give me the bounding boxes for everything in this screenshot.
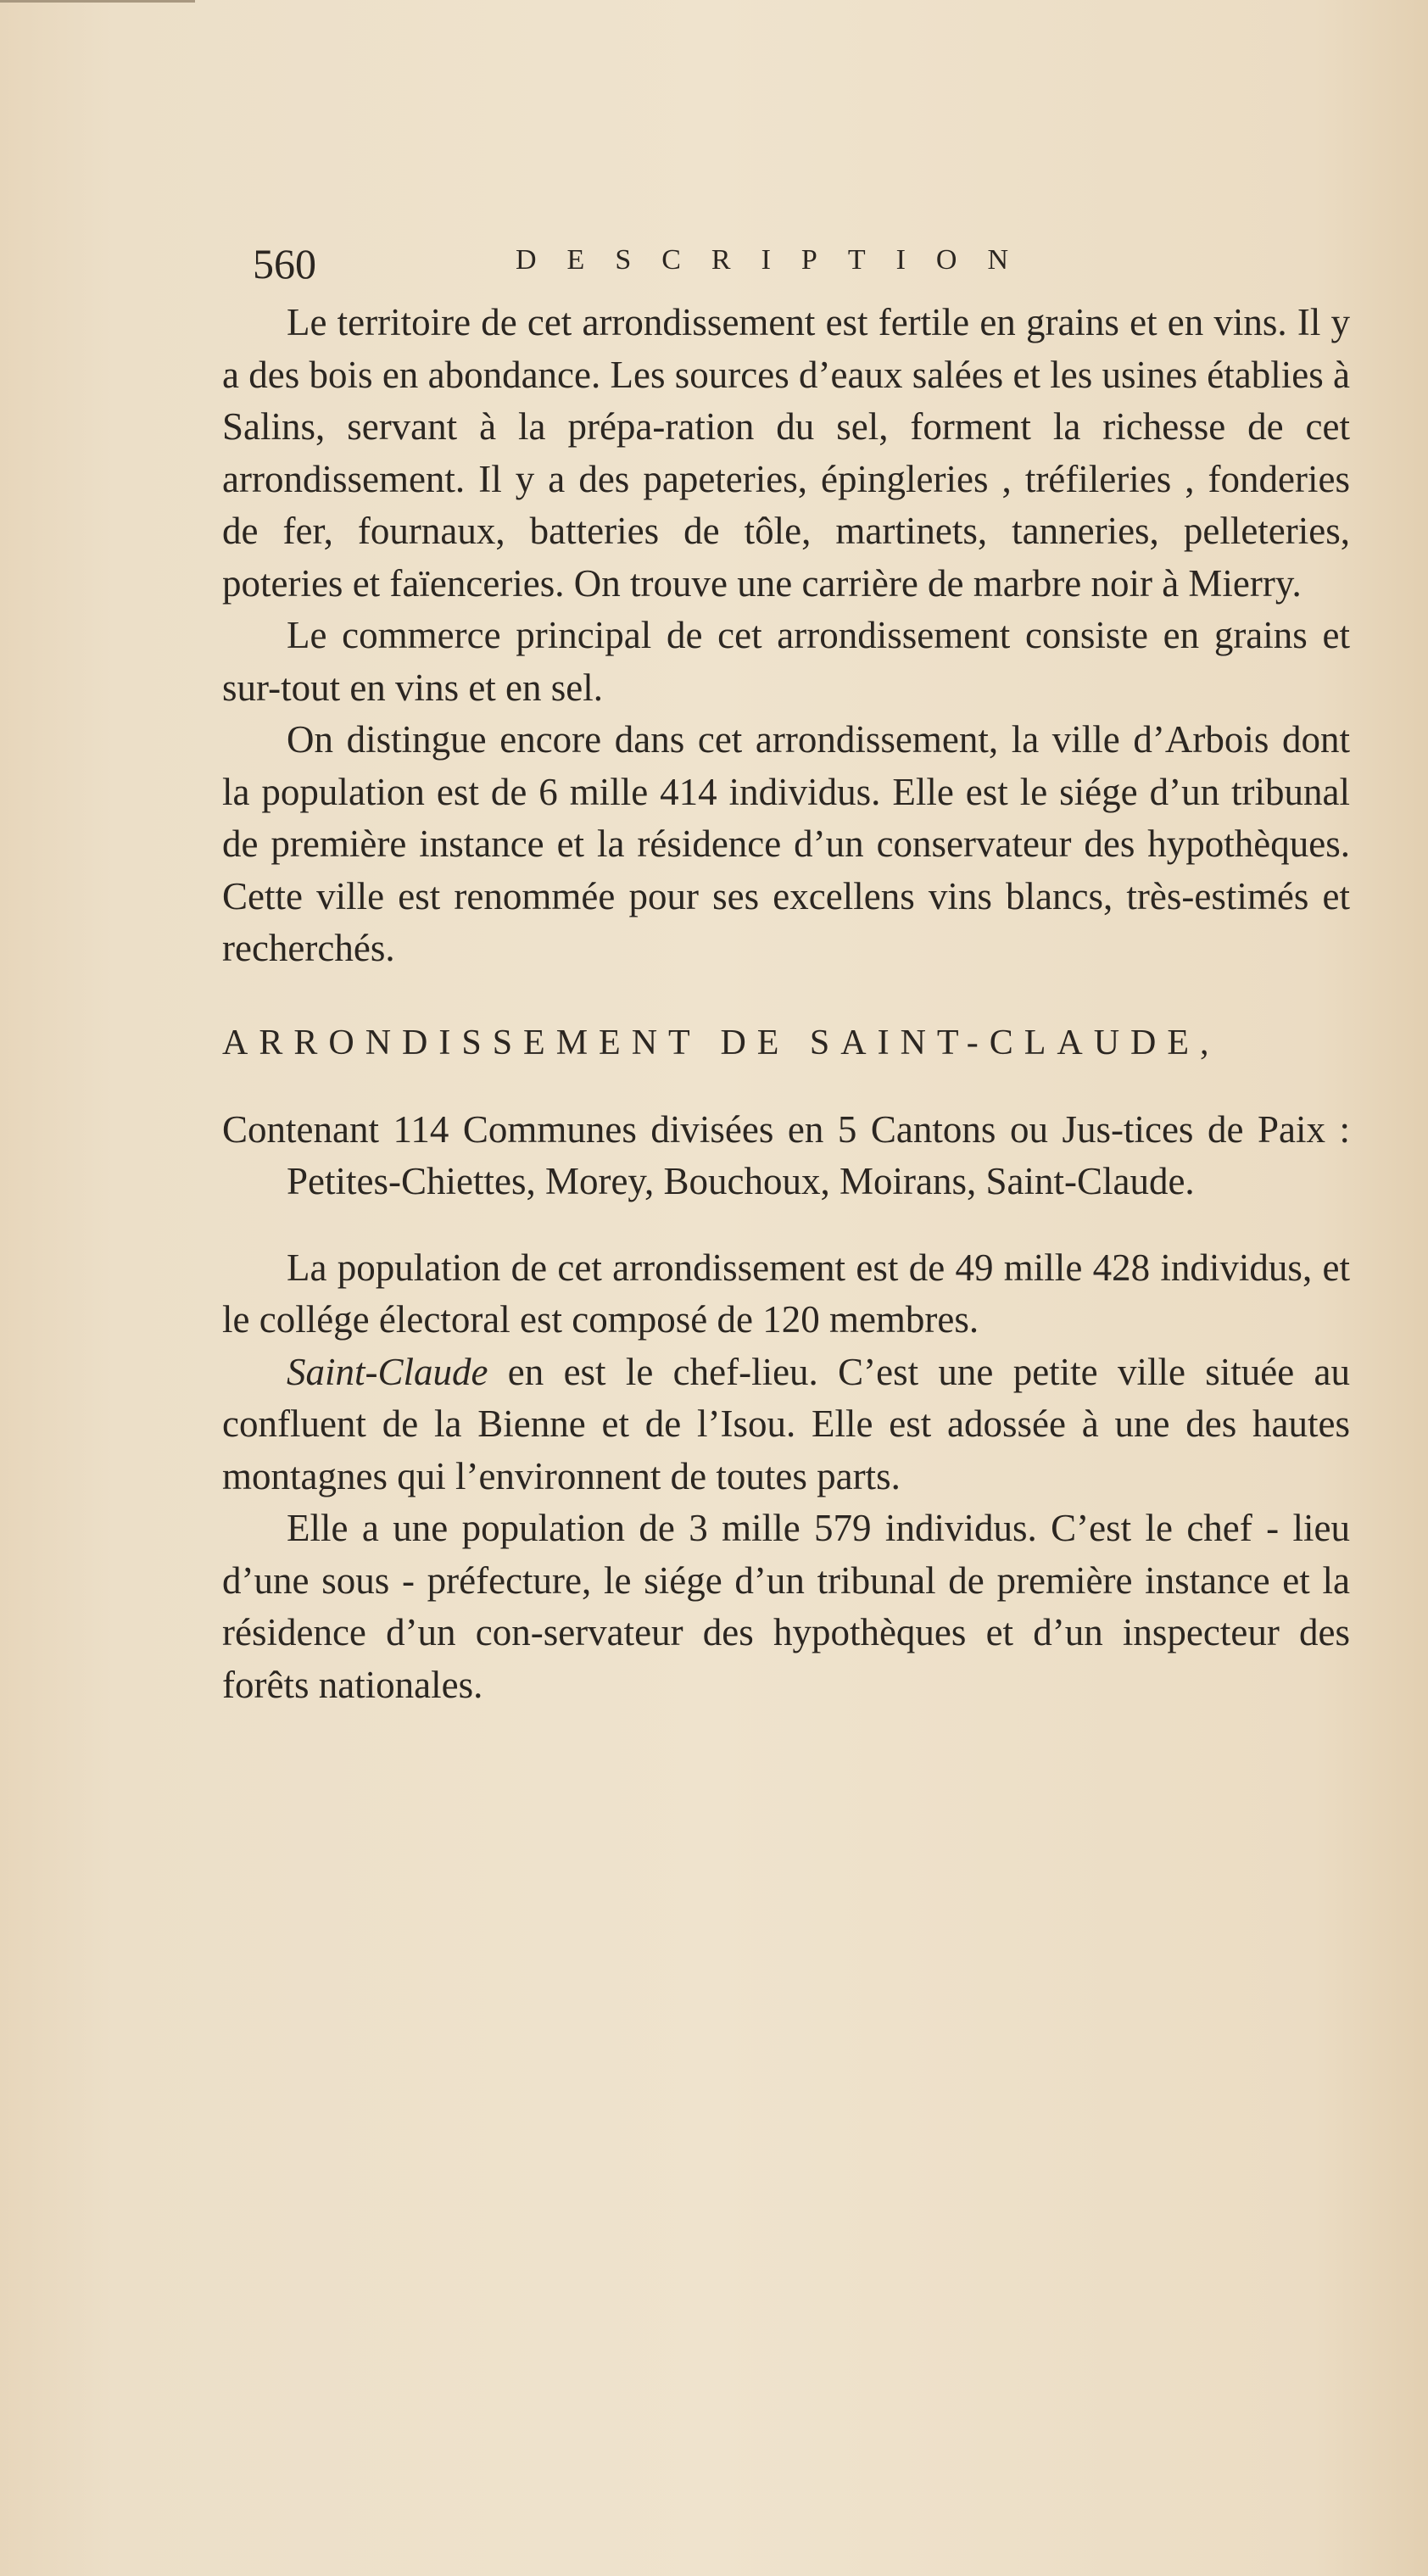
paragraph-territory: Le territoire de cet arrondissement est fertile en grains et en vins. Il y a des bois en abondance. Les sources d’eaux salées et les usines établies à Salins, servant à la prépa-ration du sel, forment la richesse de cet arrondissement. Il y a des papeteries, épingleries , tréfileries , fonderies de fer, fournaux, batteries de tôle, martinets, tanneries, pelleteries, poteries et faïenceries. On trouve une carrière de marbre noir à Mierry.	[222, 301, 1350, 605]
running-title: DESCRIPTION	[516, 244, 1040, 276]
paragraph-commerce: Le commerce principal de cet arrondissement consiste en grains et sur-tout en vins et en sel.	[222, 614, 1350, 709]
running-head	[253, 239, 1355, 298]
section-heading: ARRONDISSEMENT DE SAINT-CLAUDE,	[222, 1023, 1220, 1062]
top-edge-rule	[0, 0, 195, 3]
paragraph-town-population: Elle a une population de 3 mille 579 individus. C’est le chef - lieu d’une sous - préfecture, le siége d’un tribunal de première instance et la résidence d’un con-servateur des hypothèques et d’un inspecteur des forêts nationales.	[222, 1507, 1350, 1706]
paragraph-chef-lieu	[222, 1347, 1350, 1503]
town-name: Saint-Claude	[287, 1350, 488, 1393]
paragraph-arbois: On distingue encore dans cet arrondissement, la ville d’Arbois dont la population est de 6 mille 414 individus. Elle est le siége d’un tribunal de première instance et la résidence d’un conservateur des hypothèques. Cette ville est renommée pour ses excellens vins blancs, très-estimés et recherchés.	[222, 718, 1350, 969]
section-contents: Contenant 114 Communes divisées en 5 Cantons ou Jus-tices de Paix : Petites-Chiettes, Morey, Bouchoux, Moirans, Saint-Claude.	[222, 1107, 1350, 1202]
body-text	[222, 297, 1350, 1711]
paragraph-chef-lieu-text: en est le chef-lieu. C’est une petite ville située au confluent de la Bienne et de l’Isou. Elle est adossée à une des hautes montagnes qui l’environnent de toutes parts.	[222, 1350, 1350, 1497]
page-number: 560	[253, 240, 316, 287]
paragraph-population: La population de cet arrondissement est de 49 mille 428 individus, et le collége électoral est composé de 120 membres.	[222, 1246, 1350, 1341]
